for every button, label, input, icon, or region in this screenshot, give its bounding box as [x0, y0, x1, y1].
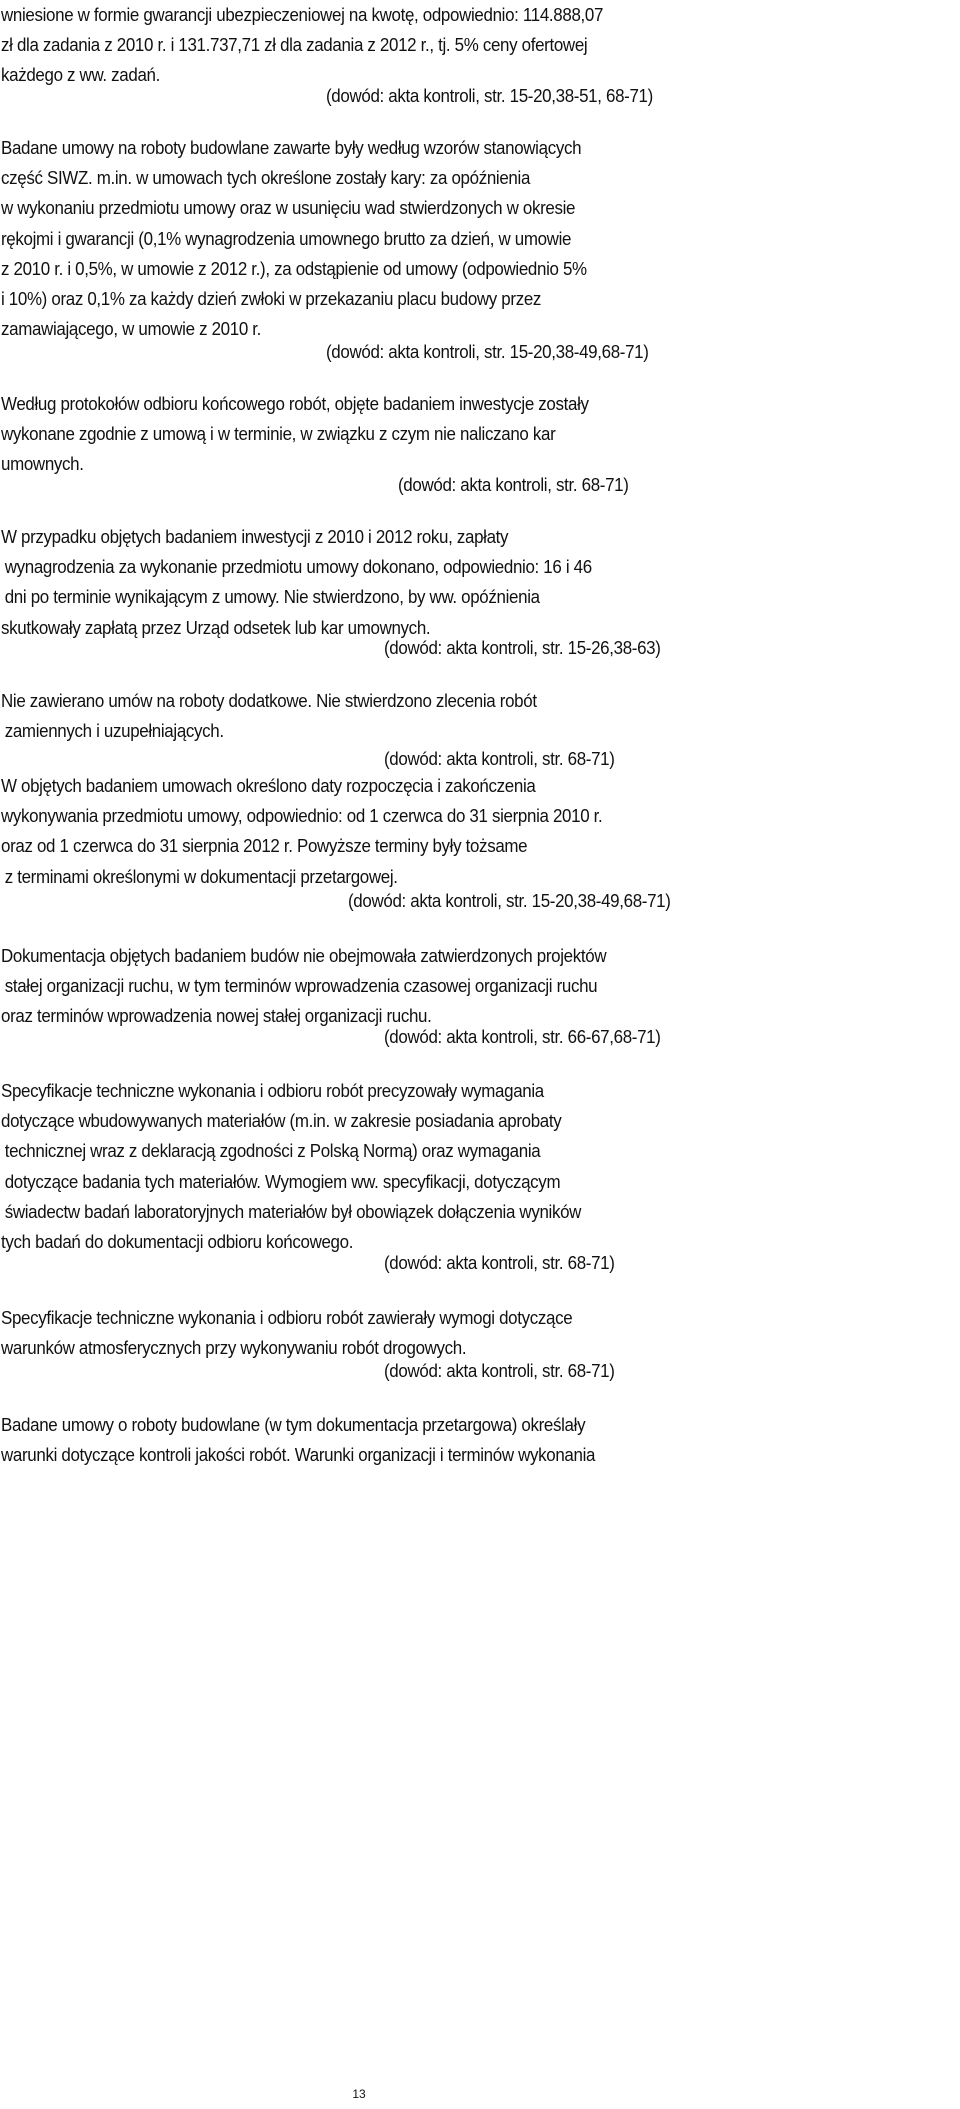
paragraph — [1, 133, 713, 344]
text-line: dotyczące wbudowywanych materiałów (m.in. w zakresie posiadania aprobaty — [1, 1111, 562, 1132]
text-line: wynagrodzenia za wykonanie przedmiotu umowy dokonano, odpowiednio: 16 i 46 — [4, 557, 592, 578]
text-line: umownych. — [1, 454, 84, 475]
text-line: świadectw badań laboratoryjnych materiałów był obowiązek dołączenia wyników — [4, 1201, 582, 1222]
text-line: wykonane zgodnie z umową i w terminie, w związku z czym nie naliczano kar — [1, 424, 556, 445]
text-line: z terminami określonymi w dokumentacji przetargowej. — [4, 866, 398, 887]
text-line: dni po terminie wynikającym z umowy. Nie stwierdzono, by ww. opóźnienia — [4, 587, 540, 608]
paragraph — [1, 522, 713, 643]
text-line: wykonywania przedmiotu umowy, odpowiednio: od 1 czerwca do 31 sierpnia 2010 r. — [1, 806, 603, 827]
paragraph — [1, 1303, 713, 1363]
text-line: oraz terminów wprowadzenia nowej stałej organizacji ruchu. — [1, 1006, 432, 1027]
text-line: warunki dotyczące kontroli jakości robót. Warunki organizacji i terminów wykonania — [1, 1445, 596, 1466]
evidence-citation: (dowód: akta kontroli, str. 15-20,38-49,68-71) — [348, 891, 671, 911]
text-line: Specyfikacje techniczne wykonania i odbioru robót zawierały wymogi dotyczące — [1, 1308, 573, 1328]
paragraph — [1, 771, 713, 892]
evidence-citation: (dowód: akta kontroli, str. 68-71) — [384, 1253, 615, 1273]
evidence-citation: (dowód: akta kontroli, str. 68-71) — [398, 475, 629, 495]
paragraph — [1, 1410, 713, 1470]
text-line: Nie zawierano umów na roboty dodatkowe. Nie stwierdzono zlecenia robót — [1, 691, 537, 711]
text-line: skutkowały zapłatą przez Urząd odsetek lub kar umownych. — [1, 617, 431, 638]
text-line: tych badań do dokumentacji odbioru końcowego. — [1, 1232, 354, 1253]
text-line: w wykonaniu przedmiotu umowy oraz w usunięciu wad stwierdzonych w okresie — [1, 198, 576, 219]
paragraph — [1, 0, 713, 91]
text-line: każdego z ww. zadań. — [1, 65, 160, 86]
text-line: W objętych badaniem umowach określono daty rozpoczęcia i zakończenia — [1, 776, 536, 796]
text-line: Badane umowy na roboty budowlane zawarte były według wzorów stanowiących — [1, 138, 582, 158]
text-line: zamiennych i uzupełniających. — [4, 721, 224, 742]
text-line: Specyfikacje techniczne wykonania i odbioru robót precyzowały wymagania — [1, 1081, 544, 1101]
page-number: 13 — [352, 2087, 366, 2101]
evidence-citation: (dowód: akta kontroli, str. 68-71) — [384, 1361, 615, 1381]
text-line: część SIWZ. m.in. w umowach tych określone zostały kary: za opóźnienia — [1, 168, 531, 189]
evidence-citation: (dowód: akta kontroli, str. 15-20,38-51, 68-71) — [326, 86, 653, 106]
text-line: rękojmi i gwarancji (0,1% wynagrodzenia umownego brutto za dzień, w umowie — [1, 228, 572, 249]
text-line: zł dla zadania z 2010 r. i 131.737,71 zł dla zadania z 2012 r., tj. 5% ceny ofertowej — [1, 35, 588, 56]
evidence-citation: (dowód: akta kontroli, str. 15-20,38-49,68-71) — [326, 342, 649, 362]
text-line: i 10%) oraz 0,1% za każdy dzień zwłoki w przekazaniu placu budowy przez — [1, 289, 542, 310]
paragraph — [1, 686, 713, 746]
text-line: zamawiającego, w umowie z 2010 r. — [1, 319, 262, 340]
text-line: wniesione w formie gwarancji ubezpieczeniowej na kwotę, odpowiednio: 114.888,07 — [1, 5, 604, 25]
text-line: Badane umowy o roboty budowlane (w tym dokumentacja przetargowa) określały — [1, 1415, 586, 1435]
text-line: Dokumentacja objętych badaniem budów nie obejmowała zatwierdzonych projektów — [1, 946, 607, 966]
paragraph — [1, 1076, 713, 1257]
text-line: Według protokołów odbioru końcowego robót, objęte badaniem inwestycje zostały — [1, 394, 589, 414]
text-line: warunków atmosferycznych przy wykonywaniu robót drogowych. — [1, 1338, 467, 1359]
text-line: dotyczące badania tych materiałów. Wymogiem ww. specyfikacji, dotyczącym — [4, 1171, 561, 1192]
paragraph — [1, 389, 713, 480]
evidence-citation: (dowód: akta kontroli, str. 68-71) — [384, 749, 615, 769]
text-line: stałej organizacji ruchu, w tym terminów wprowadzenia czasowej organizacji ruchu — [4, 976, 598, 997]
text-line: z 2010 r. i 0,5%, w umowie z 2012 r.), za odstąpienie od umowy (odpowiednio 5% — [1, 258, 587, 279]
text-line: technicznej wraz z deklaracją zgodności z Polską Normą) oraz wymagania — [4, 1141, 541, 1162]
evidence-citation: (dowód: akta kontroli, str. 66-67,68-71) — [384, 1027, 661, 1047]
paragraph — [1, 941, 713, 1032]
text-line: oraz od 1 czerwca do 31 sierpnia 2012 r. Powyższe terminy były tożsame — [1, 836, 528, 857]
text-line: W przypadku objętych badaniem inwestycji z 2010 i 2012 roku, zapłaty — [1, 527, 509, 547]
evidence-citation: (dowód: akta kontroli, str. 15-26,38-63) — [384, 638, 661, 658]
